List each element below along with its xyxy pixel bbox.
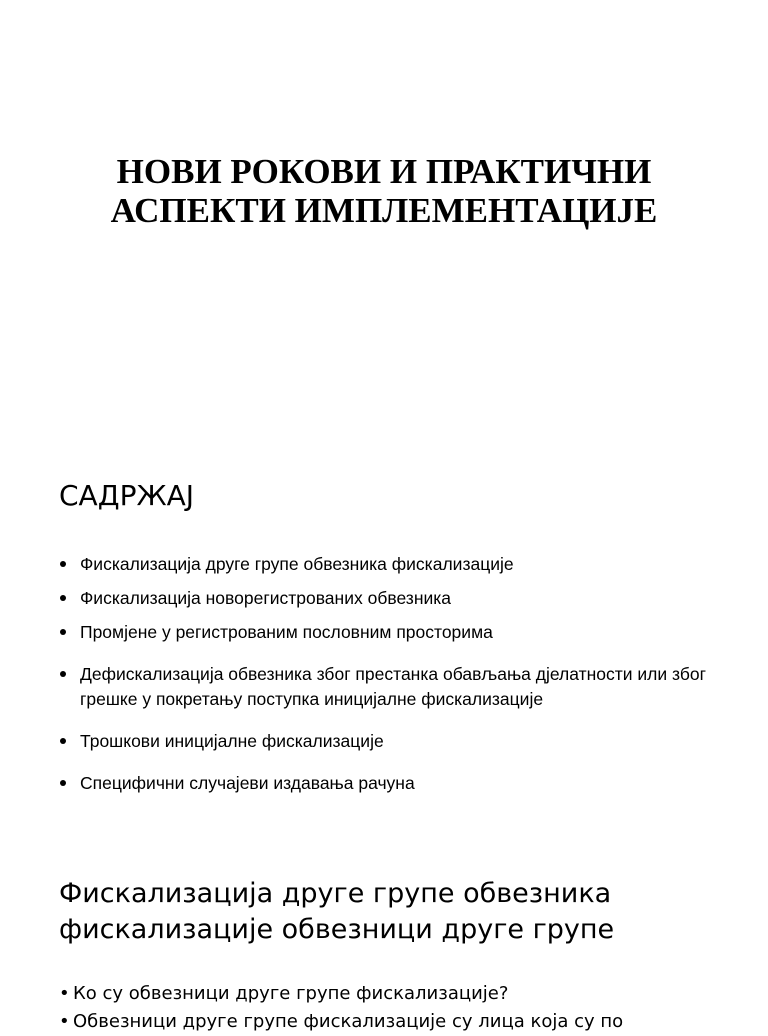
contents-list (59, 552, 749, 805)
section-list (59, 980, 759, 1036)
slide-title-line-2: АСПЕКТИ ИМПЛЕМЕНТАЦИЈЕ (110, 191, 658, 230)
slide-title (0, 152, 768, 230)
contents-item: Дефискализација обвезника због престанка обављања дјелатности или због грешке у покретању поступка иницијалне фискализације (59, 662, 749, 712)
contents-item: Промјене у регистрованим пословним просторима (59, 620, 749, 645)
section-item: • Ко су обвезници друге групе фискализације? (59, 980, 759, 1008)
section-heading-line-1: Фискализација друге групе обвезника (59, 878, 612, 909)
slide-title-line-1: НОВИ РОКОВИ И ПРАКТИЧНИ (116, 152, 652, 191)
contents-heading: САДРЖАЈ (59, 479, 195, 512)
section-heading (59, 876, 749, 948)
contents-item: Фискализација новорегистрованих обвезника (59, 586, 749, 611)
contents-item: Трошкови иницијалне фискализације (59, 729, 749, 754)
contents-item: Специфични случајеви издавања рачуна (59, 771, 749, 796)
section-item: • Обвезници друге групе фискализације су лица која су по (59, 1008, 759, 1036)
contents-item: Фискализација друге групе обвезника фискализације (59, 552, 749, 577)
section-heading-line-2: фискализације обвезници друге групе (59, 914, 615, 945)
